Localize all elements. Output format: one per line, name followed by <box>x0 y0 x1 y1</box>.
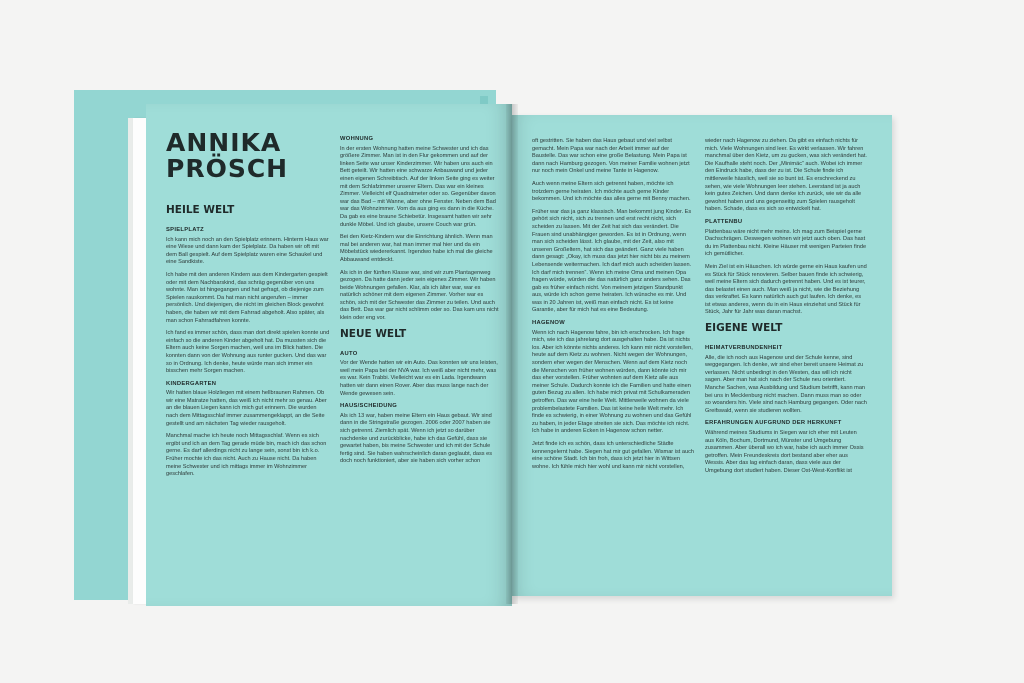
right-column-1 <box>532 138 694 476</box>
book-gutter <box>506 104 518 604</box>
paragraph: Mein Ziel ist ein Häuschen. Ich würde gerne ein Haus kaufen und es Stück für Stück renovieren. Selber bauen finde ich schwierig, weil meine Eltern sich dadurch getrennt haben. Und es ist teurer, das belastet einen auch. Man weiß ja nicht, wie die Beziehung das verkraftet. Es kann natürlich auch gut laufen. Ich denke, es ist etwas anderes, wenn du in ein Haus einziehst und Stück für Stück, Jahr für Jahr was daran machst. <box>705 263 867 316</box>
person-name <box>166 130 288 182</box>
left-column-1 <box>166 204 330 484</box>
subheading-erfahrungen: ERFAHRUNGEN AUFGRUND DER HERKUNFT <box>705 420 842 427</box>
paragraph: Ich kann mich noch an den Spielplatz erinnern. Hinterm Haus war eine Wiese und dann kam der Spielplatz. Da haben wir oft mit dem Ball gespielt. Auf dem Spielplatz waren eine Schaukel und eine Sandkiste. <box>166 236 329 266</box>
white-page-edge <box>133 118 147 604</box>
subheading-haus-scheidung: HAUS/SCHEIDUNG <box>340 403 398 410</box>
paragraph: In der ersten Wohnung hatten meine Schwester und ich das größere Zimmer. Man ist in den Flur gekommen und auf der linken Seite war unser Kinderzimmer. Wir haben uns auch ein Bett geteilt. Wir hatten eine schwarze Anbauwand und jeder einen eigenen Schreibtisch. Auf der linken Seite ging es weiter mit dem Schlafzimmer unserer Eltern. Das war ein kleines Zimmer. Vielleicht elf Quadratmeter oder so. Gegenüber davon war das Bad – mit Wanne, aber ohne Fenster. Neben dem Bad war das Wohnzimmer. Vom da aus ging es dann in die Küche. Da gab es eine braune Schiebetür. Insgesamt hatten wir sehr dunkle Möbel. Und ich glaube, unsere Couch war grün. <box>340 145 496 228</box>
paragraph: Früher war das ja ganz klassisch. Man bekommt jung Kinder. Es gehört sich nicht, sich zu trennen und erst recht nicht, sich scheiden zu lassen. Mit der Zeit hat sich das verändert. Die Frauen sind unabhängiger geworden. Es ist in Ordnung, wenn man sich scheiden lässt. Ich glaube, mit der Zeit, also mit unseren Großeltern, hat sich das geändert. Ganz viele haben dann gesagt: „Okay, ich muss das jetzt hier nicht bis zu meinem Lebensende weitermachen. Ich darf mich auch scheiden lassen. Ich darf mich trennen“. Wenn ich meine Oma und meinen Opa fragen würde, würden die das natürlich ganz anders sehen. Das gab es früher einfach nicht. Von meinem jetzigen Standpunkt aus, würde ich schon gerne heiraten. Ich wünsche es mir. Und was in 20 Jahren ist, weiß man einfach nicht. Es ist keine Garantie, aber für mich hat es eine Bedeutung. <box>532 208 692 314</box>
paragraph: Plattenbau wäre nicht mehr meins. Ich mag zum Beispiel gerne Dachschrägen. Deswegen wohnen wir jetzt auch oben. Das hast du im Plattenbau nicht. Kleine Häuser mit wenigen Parteien finde ich gemütlicher. <box>705 228 867 258</box>
paragraph: Auch wenn meine Eltern sich getrennt haben, möchte ich trotzdem gerne heiraten. Ich möchte auch gerne Kinder bekommen. Und ich möchte das alles gerne mit Benny machen. <box>532 180 691 203</box>
paragraph: Wenn ich nach Hagenow fahre, bin ich erschrocken. Ich frage mich, wie ich das jahrelang dort ausgehalten habe. Da ist nichts los. Aber ich könnte nichts anderes. Ich kann mir nicht vorstellen, heute auf dem Kietz zu wohnen. Nicht wegen der Wohnungen, sondern eher wegen der Menschen. Wenn auf dem Kietz noch die Menschen von früher wohnen würden, dann könnte ich mir das eher vorstellen. Früher wohnten auf dem Kietz alle aus meiner Schule. Dadurch konnte ich die Familien und hatte einen guten Bezug zu allen. Ich habe mich privat mit Schulkameraden getroffen. Das war eine heile Welt. Mittlerweile wohnen da viele problembelastete Familien. Das ist keine heile Welt mehr. Ich finde es schwierig, in einer Wohnung zu wohnen und das Gefühl zu haben, in jeder Etage streiten sie sich. Das möchte ich nicht. Ich habe in anderen Ecken in Hagenow schon netter. <box>532 329 693 435</box>
name-line-1: ANNIKA <box>166 128 282 157</box>
subheading-auto: AUTO <box>340 350 358 357</box>
paragraph: Jetzt finde ich es schön, dass ich unterschiedliche Städte kennengelernt habe. Siegen hat mir gut gefallen. Wismar ist auch eine schöne Stadt. Ich bin froh, dass ich jetzt hier in Wittsen wohne. Ich fühle mich hier wohl und kann mir nicht vorstellen, <box>532 440 695 470</box>
section-heading-heile-welt: HEILE WELT <box>166 204 235 216</box>
paragraph: Manchmal mache ich heute noch Mittagsschlaf. Wenn es sich ergibt und ich an dem Tag gerade müde bin, mach ich das schon gerne. Es darf allerdings nicht zu lange sein, sonst bin ich k.o. Früher mochte ich das nicht. Auch zu Hause nicht. Da haben meine Schwester und ich mittags immer im Wohnzimmer geschlafen. <box>166 433 327 478</box>
subheading-heimatverbundenheit: HEIMATVERBUNDENHEIT <box>705 345 783 352</box>
section-heading-eigene-welt: EIGENE WELT <box>705 322 783 335</box>
paragraph: Ich habe mit den anderen Kindern aus dem Kindergarten gespielt oder mit dem Nachbarskind, das schräg gegenüber von uns wohnte. Man ist hingegangen und hat gefragt, ob diejenige zum Spielen rauskommt. Da hat man nicht angerufen – immer persönlich. Und diejenigen, die nicht im gleichen Block gewohnt haben, die haben wir mit dem Fahrrad abgeholt. Also später, als man schon Fahrradfahren konnte. <box>166 271 328 324</box>
paragraph: Bei den Kietz-Kindern war die Einrichtung ähnlich. Wenn man mal bei anderen war, hat man immer mal hier und da ein Möbelstück wiedererkannt. Irgendwo habe ich mal die gleiche Abbauwand entdeckt. <box>340 234 493 263</box>
subheading-spielplatz: SPIELPLATZ <box>166 227 204 233</box>
subheading-plattenbau: PLATTENBU <box>705 218 743 225</box>
subheading-kindergarten: KINDERGARTEN <box>166 380 217 387</box>
paragraph: Ich fand es immer schön, dass man dort direkt spielen konnte und einfach so die anderen Kinder abgeholt hat. Da mussten sich die Eltern auch keine Sorgen machen, weil uns im Blick hatten. Die konnten dann von der Wohnung aus runter gucken. Und das war so in Ordnung. Ich denke, heute würde man sich immer ein bisschen mehr Sorgen machen. <box>166 330 330 375</box>
section-heading-neue-welt: NEUE WELT <box>340 327 407 340</box>
paragraph: oft gestritten. Sie haben das Haus gebaut und viel selbst gemacht. Mein Papa war nach der Arbeit immer auf der Baustelle. Das war schon eine große Belastung. Mein Papa ist dann nach Hamburg gezogen. Von meiner Familie wohnen jetzt nur noch mein Onkel und meine Tante in Hagenow. <box>532 138 690 175</box>
paragraph: Als ich 13 war, haben meine Eltern ein Haus gebaut. Wir sind dann in die Stringstraße gezogen. 2006 oder 2007 haben sie sich getrennt. Ziemlich spät. Wenn ich jetzt so darüber nachdenke und zurückblicke, habe ich das Gefühl, dass sie gewartet haben, bis meine Schwester und ich mit der Schule fertig sind. Sie haben wahrscheinlich daran geglaubt, dass es doch noch funktioniert, aber sie haben sich vorher schon <box>340 412 493 465</box>
right-column-2 <box>705 138 867 481</box>
subheading-wohnung: WOHNUNG <box>340 136 374 142</box>
left-column-2 <box>340 136 500 471</box>
paragraph: Alle, die ich noch aus Hagenow und der Schule kenne, sind weggegangen. Ich denke, wir sind eher bereit unsere Heimat zu verlassen. Nicht unbedingt in den Westen, das will ich nicht sagen. Aber man hat sich nach der Schule neu orientiert. Manche Sachen, was Ausbildung und Studium betrifft, kann man bei uns in Mecklenburg nicht machen. Dann muss man so oder so woanders hin. Viele sind nach Hamburg gegangen. Oder nach Greifswald, wenn sie studieren wollten. <box>705 354 867 414</box>
paragraph: wieder nach Hagenow zu ziehen. Da gibt es einfach nichts für mich. Viele Wohnungen sind leer. Es wirkt verlassen. Wir fahren manchmal über den Kietz, um zu gucken, was sich verändert hat. Die Kaufhalle steht noch. Der „Minimäc“ auch. Wobei ich immer den Eindruck habe, dass der zu ist. Die Schule finde ich mittlerweile hässlich, weil sie so bunt ist. Es erschreckend zu sehen, wie viele Wohnungen leer stehen. Leerstand ist ja auch kein gutes Zeichen. Und dann denke ich zurück, wie wir da alle gewohnt haben und uns gegenseitig zum Spielen rausgeholt haben. Schade, dass es sich so entwickelt hat. <box>705 138 867 213</box>
paragraph: Als ich in der fünften Klasse war, sind wir zum Plantagenweg gezogen. Da hatte dann jeder sein eigenes Zimmer. Wir haben beide Wohnungen gefallen. Klar, als ich älter war, war es natürlich schöner mit dem eigenen Zimmer. Vorher war es schön, sich mit der Schwester das Zimmer zu teilen. Und auch das Bett. Das war gar nicht schlimm oder so. Das kam uns nicht klein oder eng vor. <box>340 269 499 322</box>
paragraph: Während meines Studiums in Siegen war ich eher mit Leuten aus Köln, Bochum, Dortmund, Münster und Umgebung zusammen. Aber überall wo ich war, habe ich auch immer Ossis getroffen. Mein Freundeskreis dort bestand aber eher aus Wessis. Aber das lag einfach daran, dass viele aus der Umgebung dort studiert haben. Dieser Ost-West-Konflikt ist <box>705 430 864 474</box>
paragraph: Vor der Wende hatten wir ein Auto. Das konnten wir uns leisten, weil mein Papa bei der NVA war. Ich weiß aber nicht mehr, was es war. Kein Trabbi. Vielleicht war es ein Lada. Irgendwann hatten wir dann einen Rover. Aber das muss lange nach der Wende gewesen sein. <box>340 360 498 397</box>
paragraph: Wir hatten blaue Holzliegen mit einem hellbraunen Rahmen. Ob wir eine Matratze hatten, das weiß ich nicht mehr so genau. Aber an die blauen Liegen kann ich mich gut erinnern. Die wurden nach dem Mittagsschlaf immer zusammengeklappt, an die Seite gestellt und am nächsten Tag wieder rausgeholt. <box>166 390 327 427</box>
subheading-hagenow: HAGENOW <box>532 320 566 327</box>
name-line-2: PRÖSCH <box>166 154 289 183</box>
